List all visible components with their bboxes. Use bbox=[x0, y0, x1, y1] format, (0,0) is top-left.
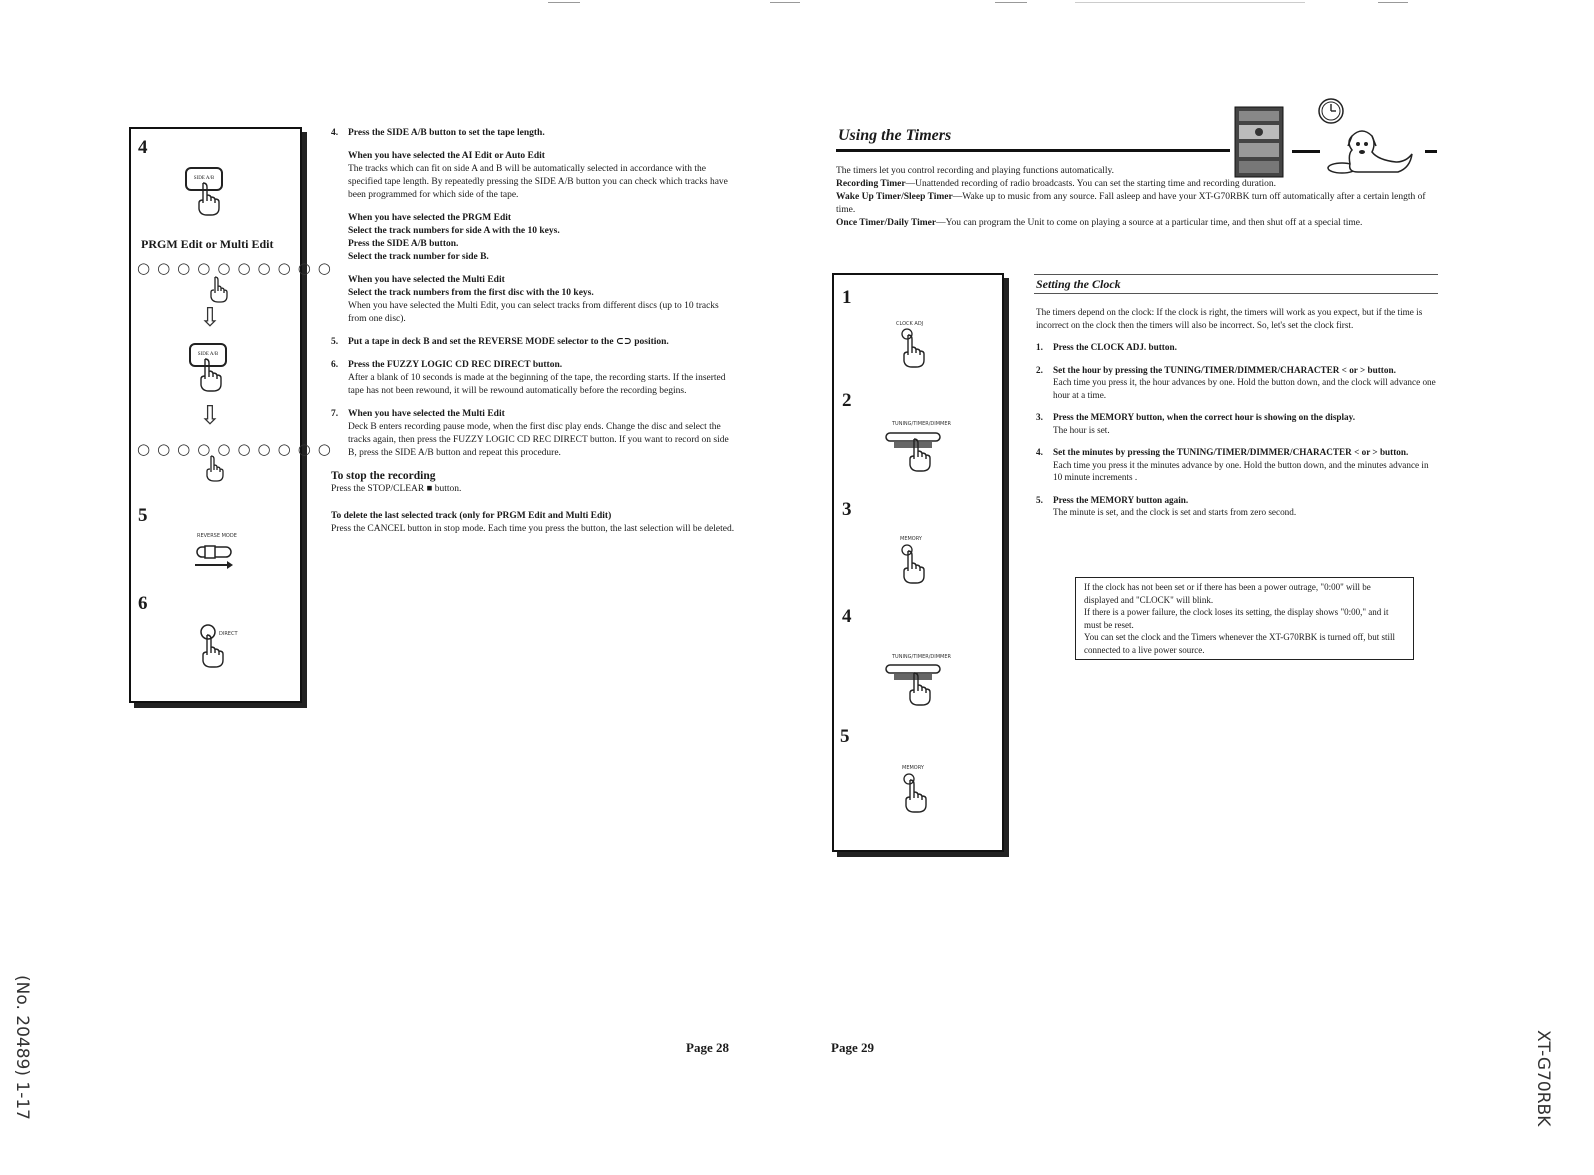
instruction-item-4 bbox=[331, 127, 735, 140]
clock-step-3 bbox=[1036, 411, 1440, 436]
clock-step-4 bbox=[1036, 446, 1440, 484]
step-6-number: 6 bbox=[138, 593, 148, 614]
item-number: 4. bbox=[331, 128, 339, 138]
note-line: If the clock has not been set or if there has been a power outrage, "0:00" will be displayed and "CLOCK" will blink. bbox=[1084, 582, 1371, 605]
side-ab-button: SIDE A/B bbox=[189, 343, 227, 367]
step-4-number: 4 bbox=[138, 137, 148, 158]
term: Recording Timer bbox=[836, 179, 906, 189]
item-number: 1. bbox=[1036, 342, 1043, 352]
side-ab-button: SIDE A/B bbox=[185, 167, 223, 191]
step-5-number: 5 bbox=[840, 726, 850, 747]
reverse-mode-switch-icon bbox=[193, 541, 237, 571]
direct-label: DIRECT bbox=[219, 631, 238, 637]
page-title: Using the Timers bbox=[838, 127, 952, 144]
memory-label: MEMORY bbox=[900, 536, 922, 542]
section-line: Select the track numbers from the first disc with the 10 keys. bbox=[348, 288, 594, 298]
item-heading: Set the minutes by pressing the TUNING/TIMER/DIMMER/CHARACTER < or > button. bbox=[1053, 447, 1409, 457]
section-title: Setting the Clock bbox=[1036, 277, 1121, 291]
clock-note-box bbox=[1075, 577, 1414, 660]
clock-top-rule bbox=[1034, 274, 1438, 275]
prgm-multi-label: PRGM Edit or Multi Edit bbox=[141, 237, 274, 251]
item-number: 7. bbox=[331, 409, 339, 419]
section-line: Select the track number for side B. bbox=[348, 252, 489, 262]
step-1-number: 1 bbox=[842, 287, 852, 308]
left-instructions bbox=[331, 127, 735, 546]
scan-line bbox=[1075, 2, 1305, 3]
clock-step-2 bbox=[1036, 364, 1440, 402]
delete-track-section bbox=[331, 510, 735, 536]
section-heading: To delete the last selected track (only for PRGM Edit and Multi Edit) bbox=[331, 511, 612, 521]
keypad-row: ○○○○○○○○○○ bbox=[137, 440, 338, 458]
pointing-hand-icon bbox=[900, 549, 930, 585]
item-heading: When you have selected the Multi Edit bbox=[348, 409, 505, 419]
item-body: After a blank of 10 seconds is made at the beginning of the tape, the recording starts. If the inserted tape has not been rewound, it will be rewound automatically before the recording begins. bbox=[348, 373, 726, 396]
pointing-hand-icon bbox=[197, 357, 227, 393]
scan-line bbox=[995, 2, 1027, 3]
pointing-hand-icon bbox=[906, 437, 936, 473]
once-timer-line bbox=[836, 217, 1442, 230]
definition: —Unattended recording of radio broadcasts. You can set the starting time and recording duration. bbox=[905, 179, 1276, 189]
memory-label: MEMORY bbox=[902, 765, 924, 771]
ai-edit-section bbox=[348, 150, 735, 202]
step-3-number: 3 bbox=[842, 499, 852, 520]
step-5-number: 5 bbox=[138, 505, 148, 526]
clock-intro: The timers depend on the clock: If the clock is right, the timers will work as you expect, but if the time is incorrect on the clock then the timers will also be incorrect. So, let's set the clock first. bbox=[1036, 307, 1423, 330]
section-heading: When you have selected the AI Edit or Auto Edit bbox=[348, 151, 545, 161]
scan-line bbox=[770, 2, 800, 3]
item-number: 5. bbox=[331, 337, 339, 347]
item-number: 2. bbox=[1036, 364, 1043, 375]
keypad-row: ○○○○○○○○○○ bbox=[137, 259, 338, 277]
reverse-mode-label: REVERSE MODE bbox=[197, 533, 237, 539]
prgm-edit-section bbox=[348, 212, 735, 264]
clock-title-rule bbox=[1034, 293, 1438, 294]
item-heading: Press the FUZZY LOGIC CD REC DIRECT button. bbox=[348, 360, 563, 370]
section-body: The tracks which can fit on side A and B will be automatically selected in accordance with the specified tape length. By repeatedly pressing the SIDE A/B button you can check which tracks have been programmed for which side of the tape. bbox=[348, 164, 728, 200]
item-number: 6. bbox=[331, 360, 339, 370]
dash-rule bbox=[1425, 150, 1437, 153]
stop-recording-section bbox=[331, 470, 735, 496]
item-heading: Set the hour by pressing the TUNING/TIMER/DIMMER/CHARACTER < or > button. bbox=[1053, 364, 1396, 375]
timers-intro bbox=[836, 165, 1442, 230]
pointing-hand-icon bbox=[205, 454, 229, 482]
note-line: You can set the clock and the Timers whenever the XT-G70RBK is turned off, but still connected to a live power source. bbox=[1084, 632, 1396, 655]
clock-instructions bbox=[1036, 306, 1440, 529]
clock-step-1 bbox=[1036, 341, 1440, 354]
section-heading: When you have selected the Multi Edit bbox=[348, 275, 505, 285]
instruction-item-6 bbox=[331, 359, 735, 398]
section-body: When you have selected the Multi Edit, you can select tracks from different discs (up to 10 tracks from one disc). bbox=[348, 301, 719, 324]
item-number: 4. bbox=[1036, 447, 1043, 457]
item-heading: Press the MEMORY button again. bbox=[1053, 494, 1189, 505]
section-body: Press the STOP/CLEAR ■ button. bbox=[331, 484, 462, 494]
pointing-hand-icon bbox=[902, 778, 932, 814]
item-heading: Press the MEMORY button, when the correct hour is showing on the display. bbox=[1053, 412, 1356, 422]
item-heading: Press the CLOCK ADJ. button. bbox=[1053, 342, 1177, 352]
right-figure-panel bbox=[832, 273, 1004, 852]
title-rule bbox=[836, 149, 1230, 152]
page-number-left: Page 28 bbox=[686, 1040, 729, 1055]
item-body: The hour is set. bbox=[1053, 424, 1110, 435]
scan-line bbox=[548, 2, 580, 3]
section-body: Press the CANCEL button in stop mode. Each time you press the button, the last selection will be deleted. bbox=[331, 524, 735, 534]
instruction-item-7 bbox=[331, 408, 735, 460]
recording-timer-line bbox=[836, 178, 1442, 191]
instruction-item-5 bbox=[331, 336, 735, 349]
intro-line: The timers let you control recording and playing functions automatically. bbox=[836, 166, 1114, 176]
clock-adj-label: CLOCK ADJ bbox=[896, 321, 924, 327]
page-number-right: Page 29 bbox=[831, 1040, 874, 1055]
section-line: Press the SIDE A/B button. bbox=[348, 239, 459, 249]
section-heading: When you have selected the PRGM Edit bbox=[348, 213, 512, 223]
pointing-hand-icon bbox=[199, 633, 229, 669]
definition: —Wake up to music from any source. Fall asleep and have your XT-G70RBK turn off automatically after a certain length of time. bbox=[836, 192, 1426, 215]
step-2-number: 2 bbox=[842, 390, 852, 411]
scan-line bbox=[1378, 2, 1408, 3]
multi-edit-section bbox=[348, 274, 735, 326]
tuning-label: TUNING/TIMER/DIMMER bbox=[892, 421, 951, 427]
dash-rule bbox=[1292, 150, 1320, 153]
section-line: Select the track numbers for side A with the 10 keys. bbox=[348, 226, 560, 236]
down-arrow-icon: ⇩ bbox=[199, 401, 221, 431]
down-arrow-icon: ⇩ bbox=[199, 303, 221, 333]
model-number-vertical: XT-G70RBK bbox=[1533, 1030, 1553, 1127]
item-body: Each time you press it, the hour advances by one. Hold the button down, and the clock will advance one hour at a time. bbox=[1053, 377, 1436, 400]
term: Wake Up Timer/Sleep Timer bbox=[836, 192, 953, 202]
wake-up-timer-line bbox=[836, 191, 1442, 217]
pointing-hand-icon bbox=[900, 333, 930, 369]
tuning-label: TUNING/TIMER/DIMMER bbox=[892, 654, 951, 660]
pointing-hand-icon bbox=[195, 181, 225, 217]
step-4-number: 4 bbox=[842, 606, 852, 627]
pointing-hand-icon bbox=[906, 671, 936, 707]
clock-icon bbox=[1316, 96, 1346, 126]
pointing-hand-icon bbox=[209, 275, 233, 303]
note-line: If there is a power failure, the clock loses its setting, the display shows "0:00," and it must be reset. bbox=[1084, 607, 1389, 630]
clock-step-5 bbox=[1036, 494, 1440, 519]
left-figure-panel bbox=[129, 127, 338, 703]
item-heading: Press the SIDE A/B button to set the tape length. bbox=[348, 128, 545, 138]
document-id-vertical: (No. 20489) 1-17 bbox=[12, 975, 32, 1120]
item-body: The minute is set, and the clock is set and starts from zero second. bbox=[1053, 507, 1297, 517]
item-number: 5. bbox=[1036, 494, 1043, 505]
section-heading: To stop the recording bbox=[331, 470, 436, 482]
item-heading: Put a tape in deck B and set the REVERSE MODE selector to the ⊂⊃ position. bbox=[348, 337, 669, 347]
definition: —You can program the Unit to come on playing a source at a particular time, and then shut off at a special time. bbox=[936, 218, 1363, 228]
term: Once Timer/Daily Timer bbox=[836, 218, 937, 228]
item-number: 3. bbox=[1036, 412, 1043, 422]
item-body: Each time you press it the minutes advance by one. Hold the button down, and the minutes advance in 10 minute increments . bbox=[1053, 459, 1429, 482]
item-body: Deck B enters recording pause mode, when the first disc play ends. Change the disc and select the tracks again, then press the FUZZY LOGIC CD REC DIRECT button. If you want to record on side B, press the SIDE A/B button and repeat this procedure. bbox=[348, 422, 729, 458]
